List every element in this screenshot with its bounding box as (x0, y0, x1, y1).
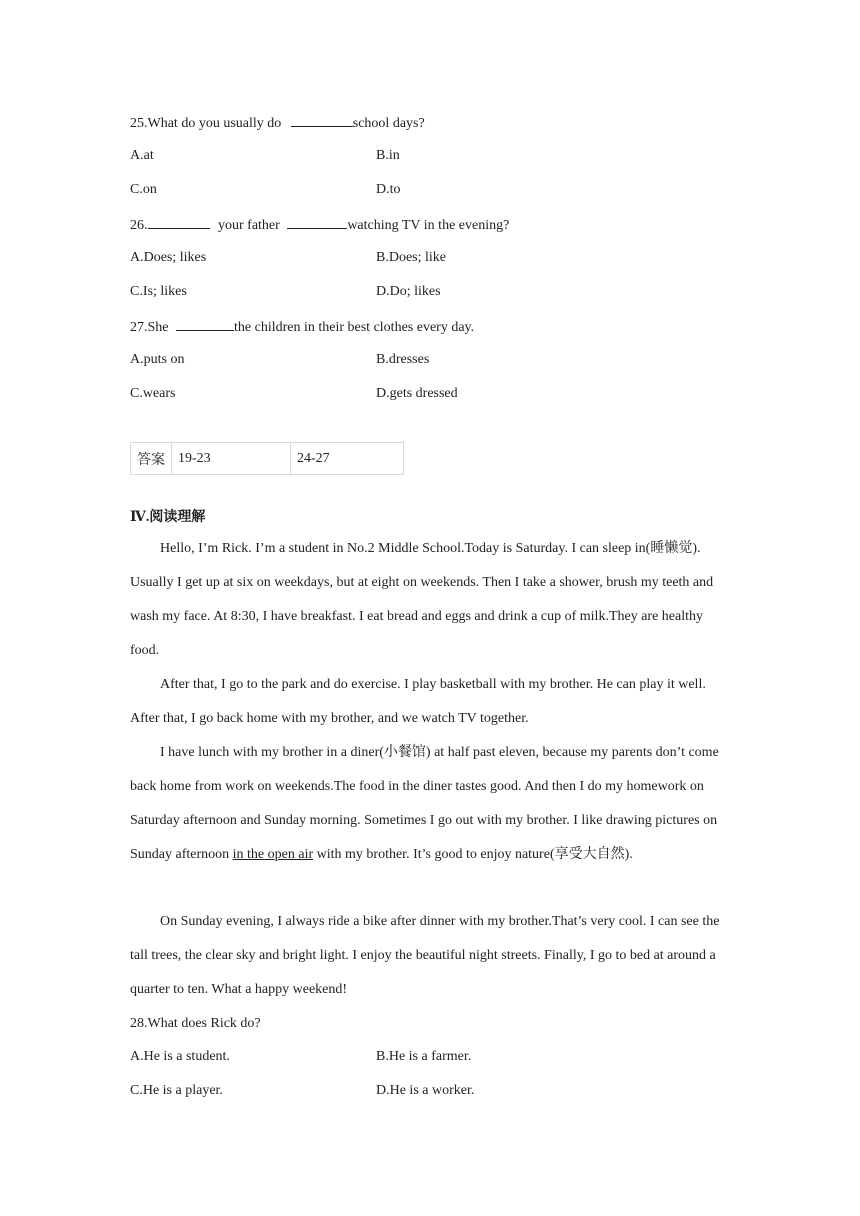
option-b: B.Does; like (376, 250, 446, 265)
question-25-suffix: school days? (352, 116, 425, 131)
option-b: B.in (376, 148, 400, 163)
question-27-suffix: the children in their best clothes every day. (234, 320, 475, 335)
option-c: C.wears (130, 386, 176, 401)
passage-paragraph-3 (130, 736, 732, 872)
question-27-text: 27.She (130, 320, 169, 335)
option-b: B.dresses (376, 352, 430, 367)
paragraph-text: After that, I go to the park and do exercise. I play basketball with my brother. He can play it well. After that, I go back home with my brother, and we watch TV together. (130, 677, 706, 726)
paragraph-text: I have lunch with my brother in a diner(小餐馆) at half past eleven, because my parents don’t come back home from work on weekends.The food in the diner tastes good. And then I do my homework on Saturday afternoon and Sunday morning. Sometimes I go out with my brother. I like drawing pictures on Sunday afternoon (130, 745, 719, 862)
answer-range-cell[interactable]: 19-23 (172, 443, 291, 475)
section-heading: Ⅳ.阅读理解 (130, 510, 206, 525)
answer-blank (291, 112, 353, 127)
option-b: B.He is a farmer. (376, 1049, 472, 1064)
answer-blank (287, 214, 347, 229)
paragraph-text: On Sunday evening, I always ride a bike after dinner with my brother.That’s very cool. I can see the tall trees, the clear sky and bright light. I enjoy the beautiful night streets. Finally, I go to bed at around a quarter to ten. What a happy weekend! (130, 914, 720, 997)
passage-paragraph-2 (130, 668, 732, 736)
option-a: A.at (130, 148, 154, 163)
question-27 (130, 316, 474, 338)
option-a: A.He is a student. (130, 1049, 230, 1064)
paragraph-text: Hello, I’m Rick. I’m a student in No.2 Middle School.Today is Saturday. I can sleep in(睡懒觉). Usually I get up at six on weekdays, but at eight on weekends. Then I take a shower, brush my teeth and wash my face. At 8:30, I have breakfast. I eat bread and eggs and drink a cup of milk.They are healthy food. (130, 541, 714, 658)
question-25-text: 25.What do you usually do (130, 116, 282, 131)
option-d: D.He is a worker. (376, 1083, 475, 1098)
option-c: C.on (130, 182, 157, 197)
answer-range-cell[interactable]: 24-27 (291, 443, 404, 475)
option-c: C.He is a player. (130, 1083, 223, 1098)
option-d: D.Do; likes (376, 284, 441, 299)
option-a: A.Does; likes (130, 250, 207, 265)
question-26-number: 26. (130, 218, 148, 233)
answer-blank (176, 316, 234, 331)
option-d: D.to (376, 182, 401, 197)
passage-paragraph-4 (130, 905, 732, 1007)
answer-blank (148, 214, 210, 229)
question-26-text: your father (218, 218, 280, 233)
option-a: A.puts on (130, 352, 185, 367)
answer-table (130, 442, 404, 475)
question-25 (130, 112, 425, 134)
question-26-suffix: watching TV in the evening? (347, 218, 510, 233)
question-28: 28.What does Rick do? (130, 1016, 261, 1031)
table-row (131, 443, 404, 475)
underlined-phrase: in the open air (232, 846, 314, 862)
paragraph-text: with my brother. It’s good to enjoy nature(享受大自然). (313, 846, 633, 862)
option-c: C.Is; likes (130, 284, 187, 299)
option-d: D.gets dressed (376, 386, 458, 401)
passage-paragraph-1 (130, 532, 732, 668)
answer-label-cell: 答案 (131, 443, 172, 475)
question-26 (130, 214, 509, 236)
